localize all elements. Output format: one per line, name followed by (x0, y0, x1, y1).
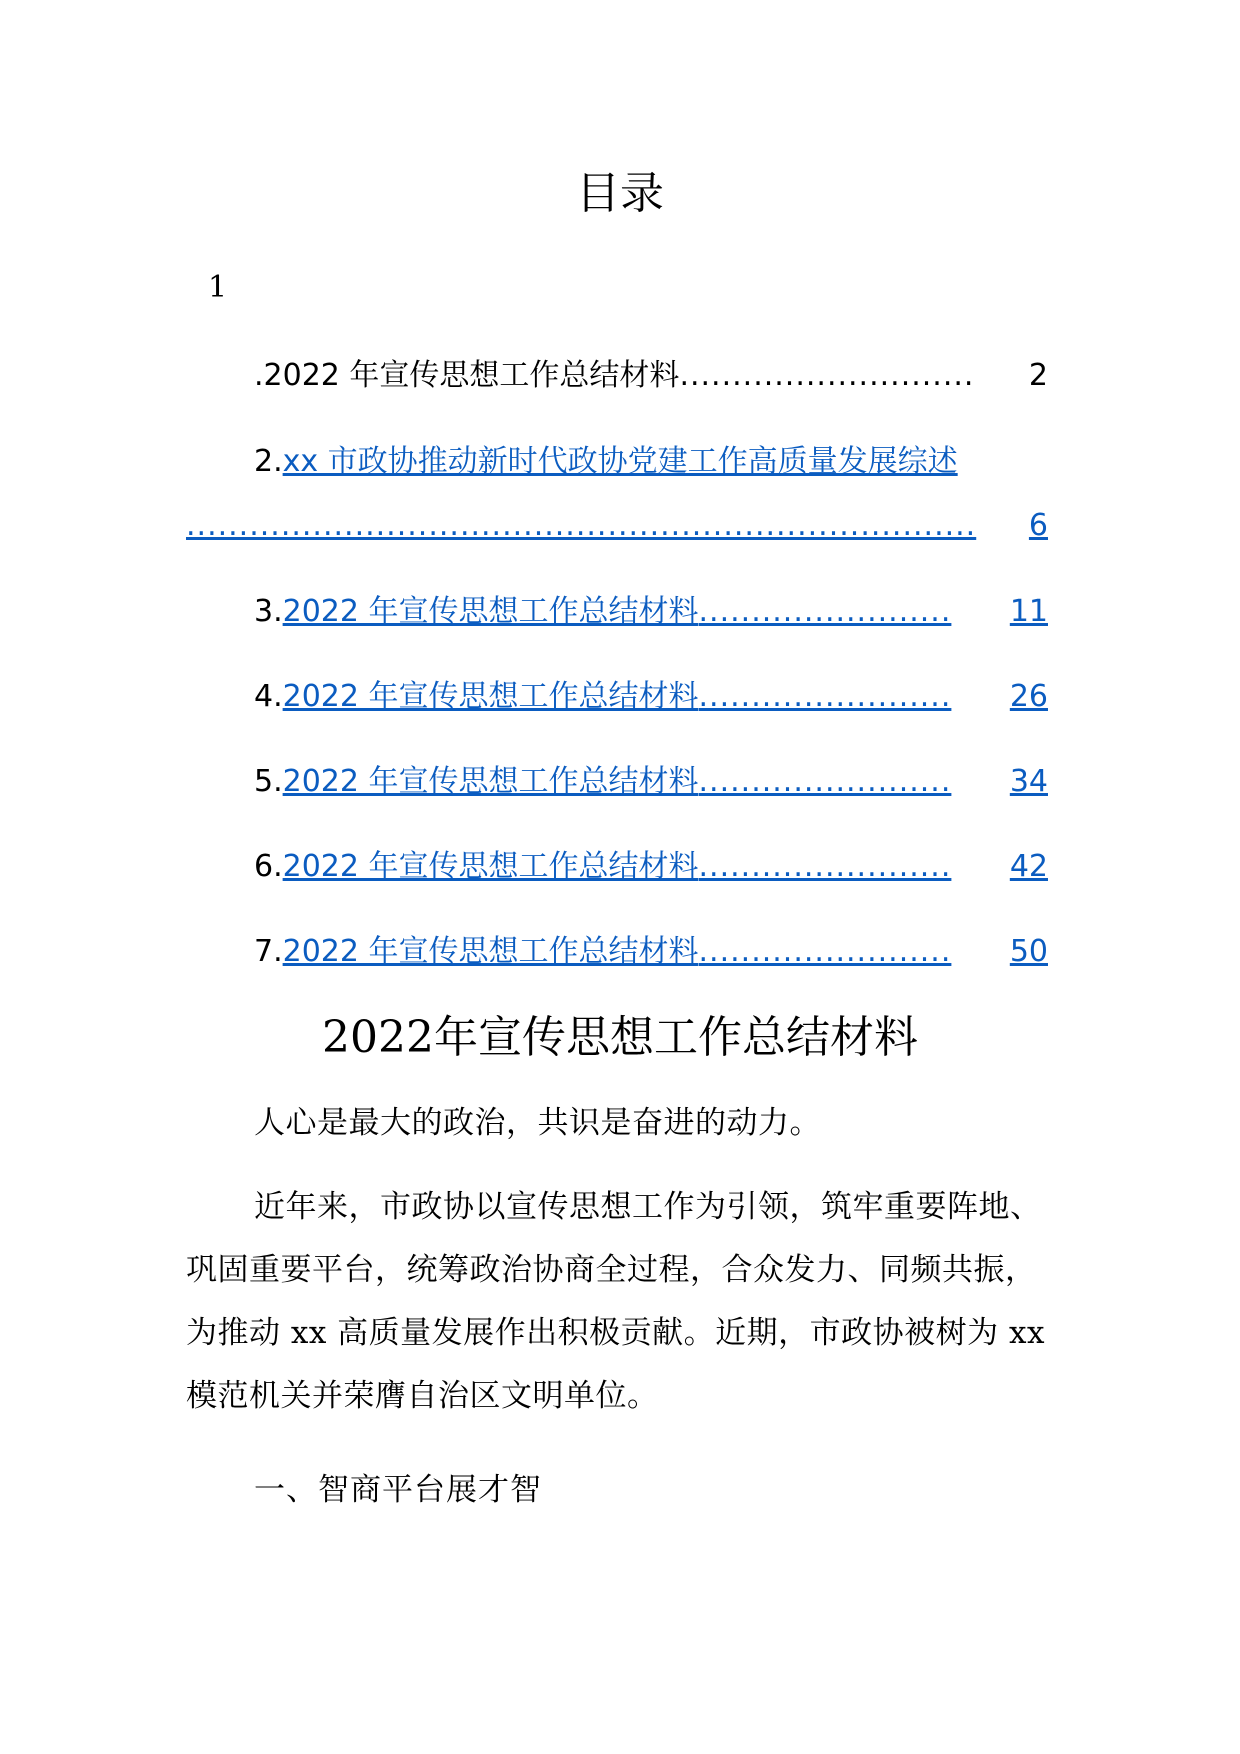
toc-entry-5[interactable] (186, 762, 1048, 802)
document-title-year: 2022 (322, 1012, 434, 1063)
document-title-text: 年宣传思想工作总结材料 (433, 1012, 918, 1063)
toc-entry-link[interactable]: xx 市政协推动新时代政协党建工作高质量发展综述 (282, 444, 958, 479)
toc-entry-leader[interactable]: ........................ (698, 679, 952, 714)
toc-entry-6[interactable] (186, 847, 1048, 887)
toc-entry-link[interactable]: 2022 年宣传思想工作总结材料 (282, 849, 699, 884)
toc-title: 目录 (576, 168, 664, 219)
paragraph-2-part-b: 高质量发展作出积极贡献。近期，市政协被树为 (326, 1315, 1010, 1351)
toc-entry-number: . (254, 358, 264, 393)
toc-entry-1[interactable] (186, 356, 1048, 396)
toc-entry-page[interactable]: 6 (1028, 508, 1048, 543)
toc-entry-page[interactable]: 34 (1009, 764, 1048, 799)
toc-entry-leader[interactable]: ........................ (698, 764, 952, 799)
paragraph-2 (186, 1176, 1056, 1428)
toc-entry-page[interactable]: 11 (1009, 594, 1048, 629)
toc-entry-page[interactable]: 42 (1009, 849, 1048, 884)
toc-entry-number: 2. (254, 444, 283, 479)
toc-entry-3[interactable] (186, 592, 1048, 632)
toc-entry-leader[interactable]: ........................ (698, 934, 952, 969)
toc-entry-link[interactable]: 2022 年宣传思想工作总结材料 (282, 934, 699, 969)
paragraph-2-part-a: 近年来，市政协以宣传思想工作为引领，筑牢重要阵地、巩固重要平台，统筹政治协商全过程，合众发力、同频共振，为推动 (186, 1189, 1042, 1351)
toc-entry-page: 2 (1028, 358, 1048, 393)
toc-entry-page[interactable]: 50 (1009, 934, 1048, 969)
toc-entry-number: 4. (254, 679, 283, 714)
toc-entry-leader[interactable]: ........................ (698, 849, 952, 884)
document-title (0, 1008, 1240, 1068)
toc-entry-leader: ............................ (679, 358, 975, 393)
paragraph-2-part-c: 模范机关并荣膺自治区文明单位。 (186, 1378, 659, 1414)
paragraph-2-xx-2: xx (1009, 1315, 1046, 1351)
toc-entry-link[interactable]: 2022 年宣传思想工作总结材料 (282, 679, 699, 714)
toc-entry-number: 6. (254, 849, 283, 884)
toc-entry-leader[interactable]: ........................................................................... (186, 508, 977, 543)
toc-entry-4[interactable] (186, 677, 1048, 717)
paragraph-2-xx-1: xx (290, 1315, 327, 1351)
toc-entry-number: 3. (254, 594, 283, 629)
toc-stray-number: 1 (208, 270, 228, 305)
toc-entry-2[interactable] (186, 442, 1048, 546)
toc-entry-7[interactable] (186, 932, 1048, 972)
toc-entry-leader[interactable]: ........................ (698, 594, 952, 629)
paragraph-1: 人心是最大的政治，共识是奋进的动力。 (254, 1105, 821, 1141)
toc-entry-number: 5. (254, 764, 283, 799)
section-heading-1: 一、智商平台展才智 (254, 1472, 542, 1508)
toc-entry-link[interactable]: 2022 年宣传思想工作总结材料 (282, 764, 699, 799)
toc-entry-link[interactable]: 2022 年宣传思想工作总结材料 (282, 594, 699, 629)
toc-entry-number: 7. (254, 934, 283, 969)
toc-entry-label: 2022 年宣传思想工作总结材料 (263, 358, 680, 393)
toc-entry-page[interactable]: 26 (1009, 679, 1048, 714)
